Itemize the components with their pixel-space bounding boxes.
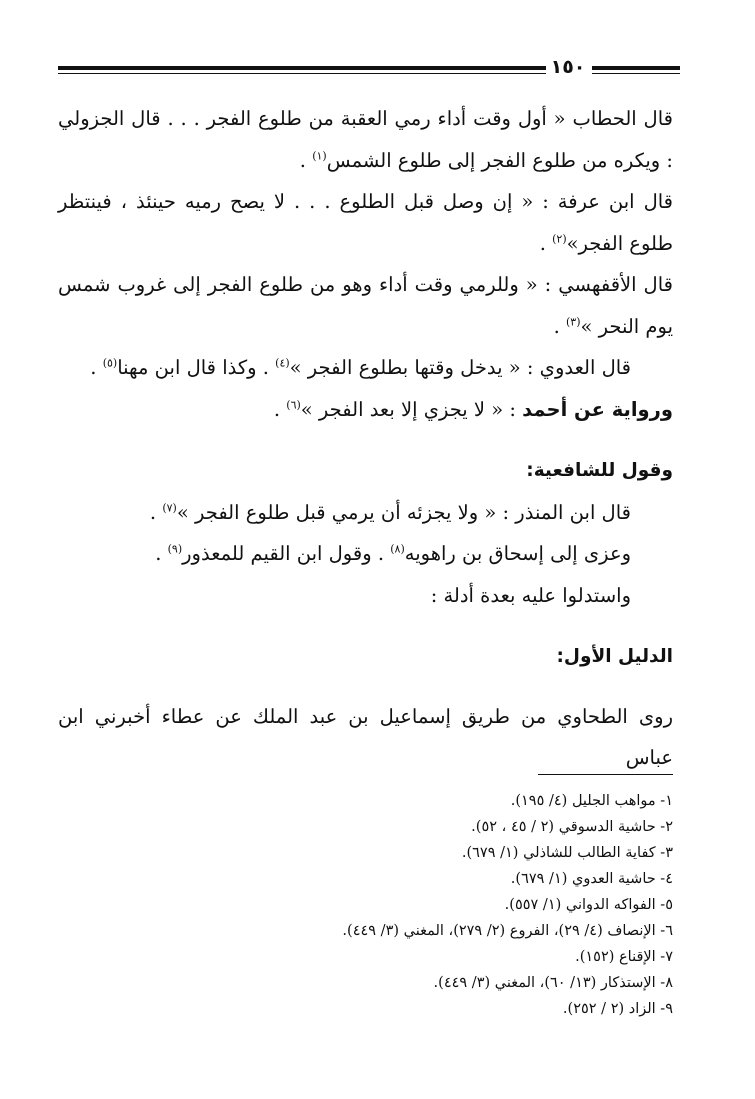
- paragraph-ishaq: وعزى إلى إسحاق بن راهويه$^{(٨)}$ . وقول ابن القيم للمعذور$^{(٩)}$ .: [155, 542, 631, 565]
- footnote-item: ٧- الإقناع (١٥٢).: [575, 949, 673, 965]
- footnote-item: ٩- الزاد (٢ / ٢٥٢).: [562, 1001, 673, 1017]
- footnote-ref[interactable]: (٧): [162, 501, 177, 514]
- footnote-ref[interactable]: (٢): [552, 232, 567, 245]
- ahmad-label: ورواية عن أحمد: [522, 397, 673, 421]
- footnote-item: ٦- الإنصاف (٤/ ٢٩)، الفروع (٢/ ٢٧٩)، المغني (٣/ ٤٤٩).: [342, 923, 673, 939]
- paragraph-ahmad: ورواية عن أحمد : « لا يجزي إلا بعد الفجر »$^{(٦)}$ .: [273, 397, 673, 421]
- section-title-shafii: وقول للشافعية:: [526, 460, 673, 481]
- page-number: ١٥٠: [550, 56, 586, 78]
- footnote-item: ٨- الإستذكار (١٣/ ٦٠)، المغني (٣/ ٤٤٩).: [433, 975, 673, 991]
- footnote-ref[interactable]: (٩): [167, 542, 183, 556]
- footnote-ref[interactable]: (٤): [275, 356, 290, 370]
- section-title-evidence: الدليل الأول:: [556, 646, 673, 667]
- paragraph-hattab: قال الحطاب « أول وقت أداء رمي العقبة من طلوع الفجر . . . قال الجزولي : ويكره من طلوع الفجر إلى طلوع الشمس$^{(١)}$ .: [58, 107, 673, 172]
- footnote-item: ٣- كفاية الطالب للشاذلي (١/ ٦٧٩).: [461, 845, 673, 861]
- footnote-ref[interactable]: (٦): [286, 398, 301, 411]
- page-header: [58, 56, 680, 82]
- paragraph-ibn-mundhir: قال ابن المنذر : « ولا يجزئه أن يرمي قبل طلوع الفجر »$^{(٧)}$ .: [149, 500, 631, 524]
- main-text: [58, 98, 673, 779]
- header-rule-right: [592, 66, 680, 74]
- footnote-item: ١- مواهب الجليل (٤/ ١٩٥).: [510, 793, 673, 809]
- footnote-separator: [538, 774, 673, 775]
- paragraph-adawi: قال العدوي : « يدخل وقتها بطلوع الفجر »$^{(٤)}$ . وكذا قال ابن مهنا$^{(٥)}$ .: [90, 356, 631, 379]
- footnote-ref[interactable]: (١): [312, 149, 327, 162]
- header-rule-left: [58, 66, 546, 74]
- paragraph-ibn-arafa: قال ابن عرفة : « إن وصل قبل الطلوع . . . لا يصح رميه حينئذ ، فينتظر طلوع الفجر»$^{(٢)}$ .: [58, 190, 673, 255]
- footnote-ref[interactable]: (٨): [390, 542, 405, 556]
- footnote-ref[interactable]: (٣): [565, 315, 581, 328]
- footnote-item: ٥- الفواكه الدواني (١/ ٥٥٧).: [504, 897, 673, 913]
- paragraph-aqfahsi: قال الأقفهسي : « وللرمي وقت أداء وهو من طلوع الفجر إلى غروب شمس يوم النحر »$^{(٣)}$ .: [58, 273, 673, 338]
- footnote-item: ٤- حاشية العدوي (١/ ٦٧٩).: [510, 871, 673, 887]
- footnotes: [73, 788, 673, 1022]
- footnote-ref[interactable]: (٥): [102, 356, 118, 370]
- paragraph-tahawi: روى الطحاوي من طريق إسماعيل بن عبد الملك عن عطاء أخبرني ابن عباس: [58, 704, 673, 769]
- paragraph-evidence-intro: واستدلوا عليه بعدة أدلة :: [430, 583, 631, 607]
- footnote-item: ٢- حاشية الدسوقي (٢ / ٤٥ ، ٥٢).: [471, 819, 673, 835]
